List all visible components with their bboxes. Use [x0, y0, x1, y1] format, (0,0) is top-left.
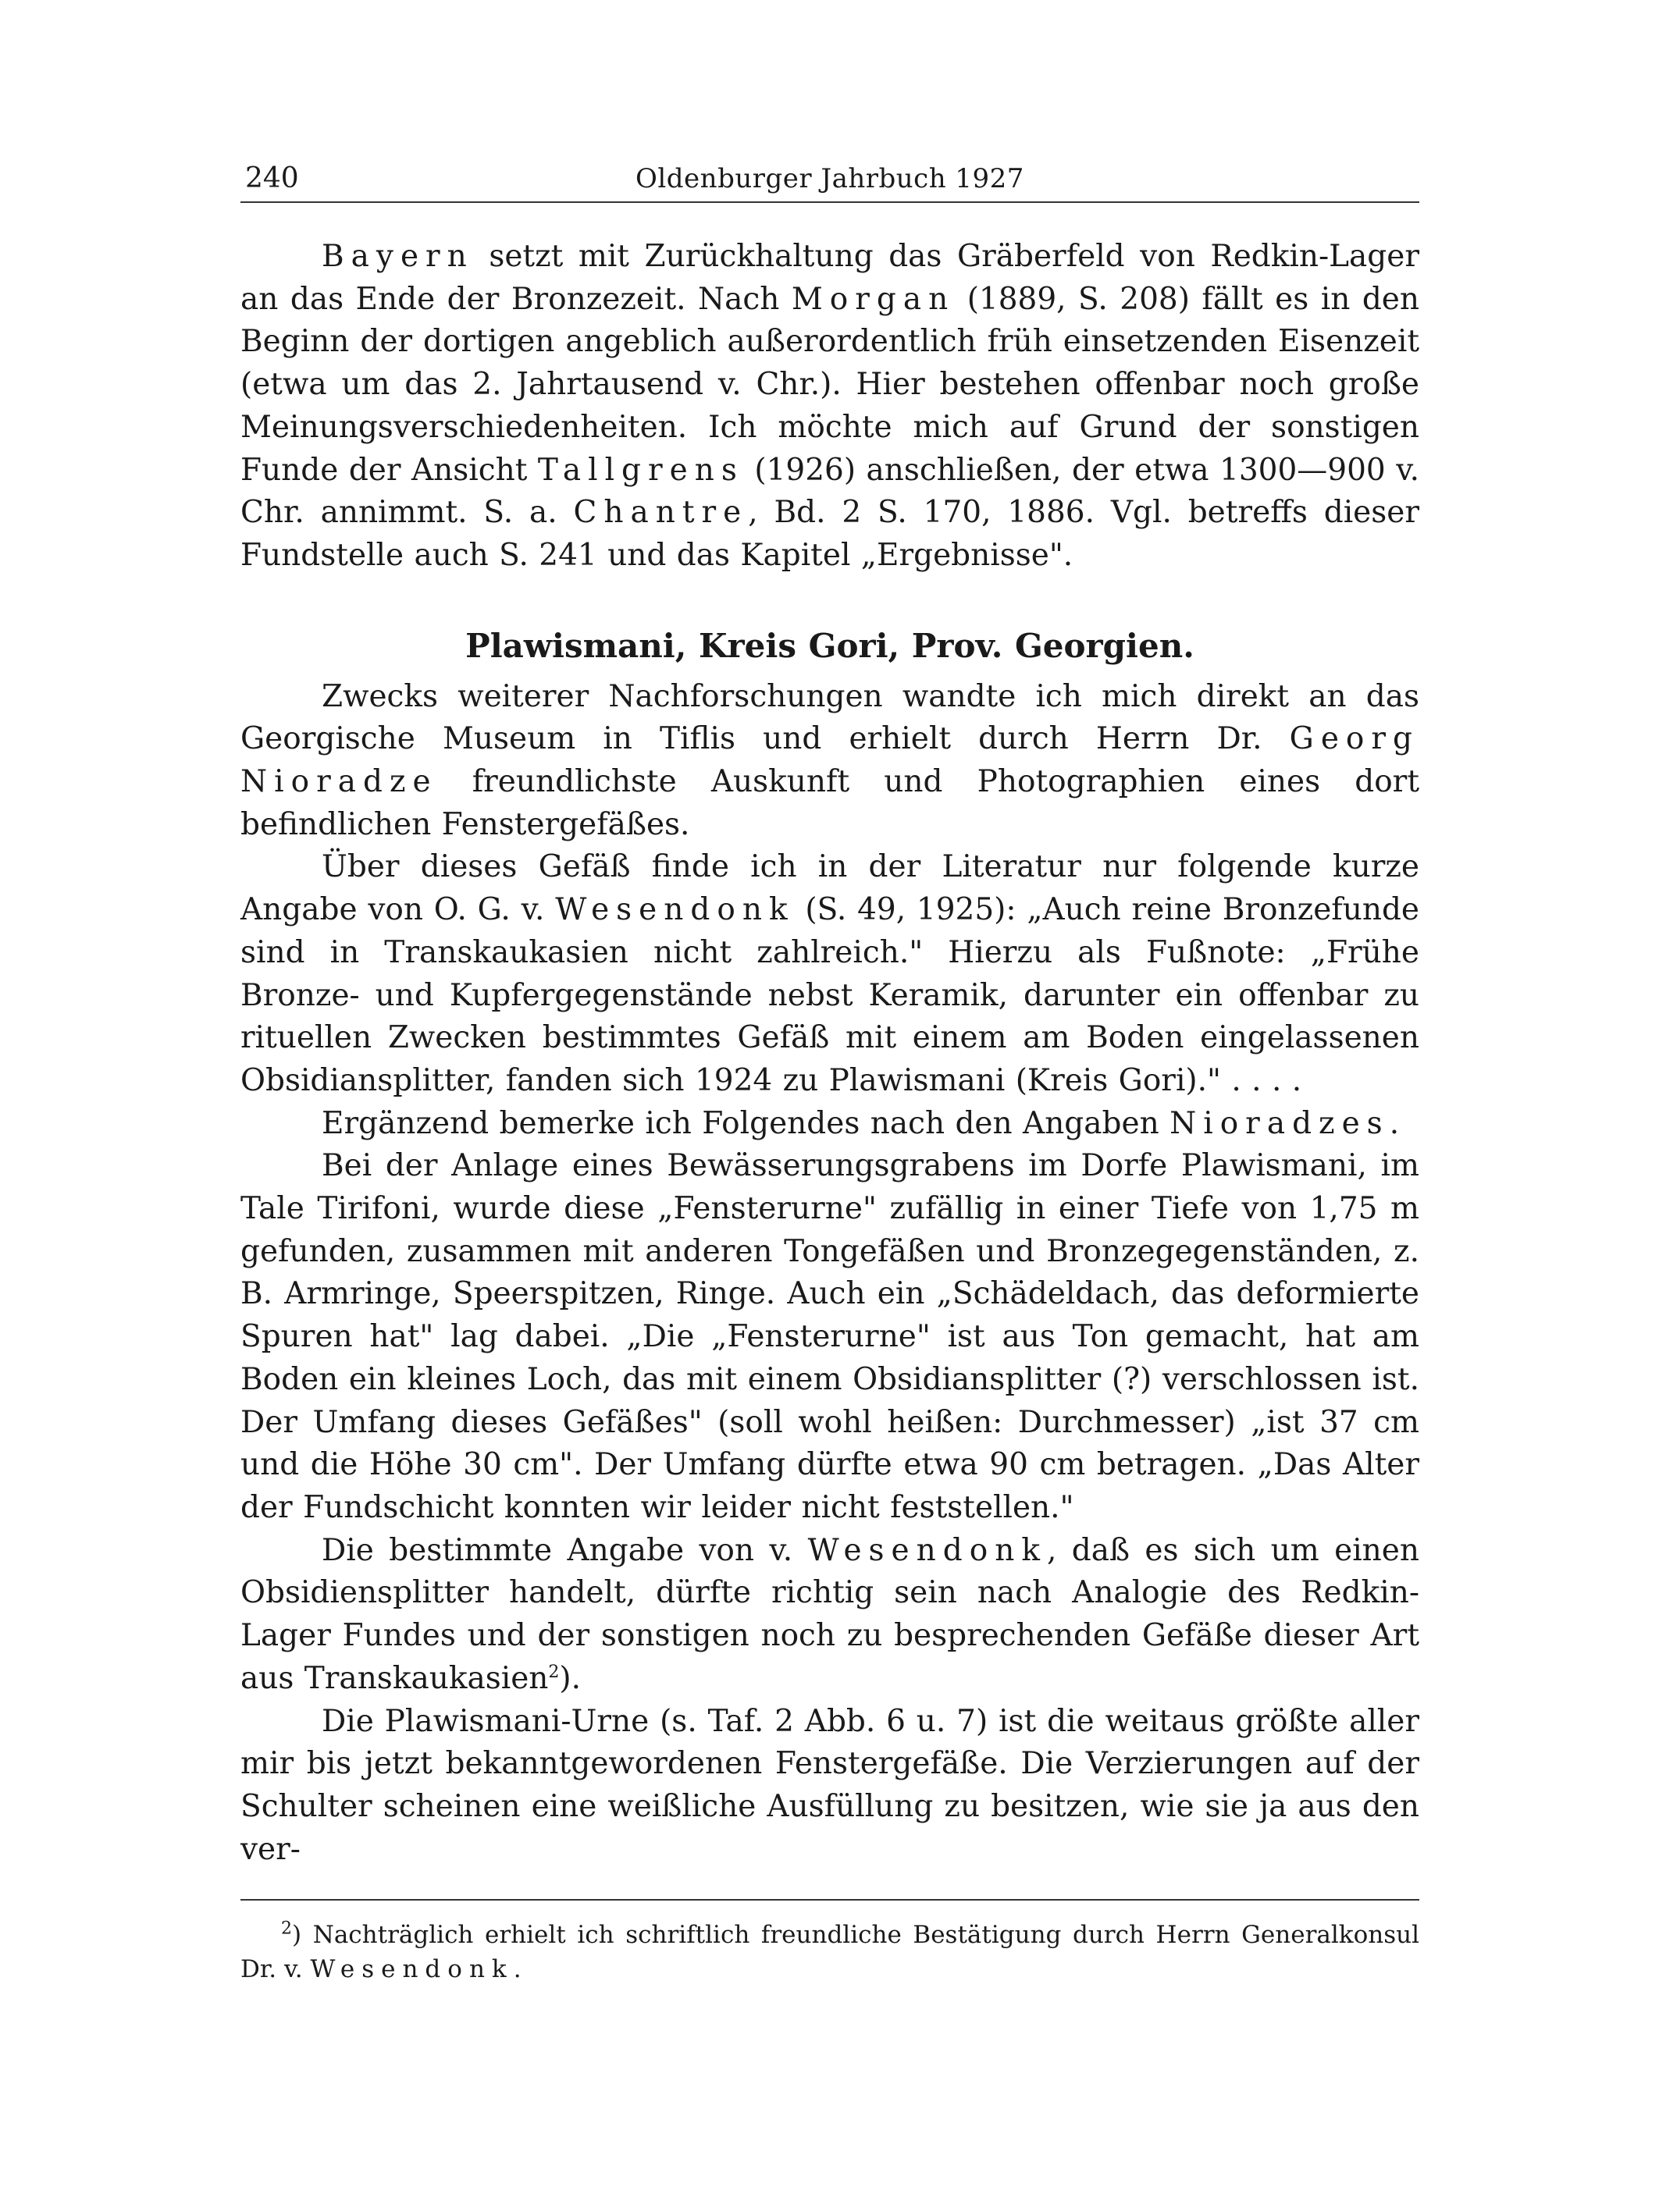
text-run: , daß es sich um einen Obsidiensplitter handelt, dürfte richtig sein nach Analogie des Redkin-Lager Fundes und der sonstigen noch zu besprechenden Gefäße dieser Art aus Transkaukasien	[240, 1532, 1419, 1696]
paragraph-obsidian	[240, 1530, 1419, 1701]
paragraph-nachforschungen	[240, 676, 1419, 847]
footnote	[240, 1918, 1419, 1986]
text-run: Die bestimmte Angabe von v.	[322, 1532, 808, 1568]
text-run: (1889, S. 208) fällt es in den Beginn der dortigen angeblich außerordentlich früh einsetzenden Eisenzeit (etwa um das 2. Jahrtausend v. Chr.). Hier bestehen offenbar noch große Meinungsverschiedenheiten. Ich möchte mich auf Grund der sonstigen Funde der Ansicht	[240, 281, 1419, 488]
text-run: .	[513, 1955, 522, 1984]
author-name: Georg Nioradze	[240, 721, 1419, 800]
text-run: , Bd. 2 S. 170, 1886. Vgl. betreffs dieser Fundstelle auch S. 241 und das Kapitel „Ergebnisse".	[240, 495, 1419, 573]
author-name: Morgan	[791, 281, 956, 317]
text-run: freundlichste Auskunft und Photographien eines dort befindlichen Fenstergefäßes.	[240, 764, 1419, 842]
paragraph-literatur	[240, 846, 1419, 1102]
footnote-text	[240, 1918, 1419, 1986]
running-head	[240, 156, 1419, 203]
book-page	[240, 156, 1419, 2061]
author-name: Wesendonk	[310, 1955, 514, 1984]
footnote-divider	[240, 1899, 1419, 1901]
section-heading: Plawismani, Kreis Gori, Prov. Georgien.	[465, 626, 1194, 665]
text-run: setzt mit Zurückhaltung das Gräberfeld von Redkin-Lager an das Ende der Bronzezeit. Nach	[240, 239, 1419, 317]
author-name: Wesendonk	[807, 1532, 1047, 1568]
journal-title: Oldenburger Jahrbuch 1927	[635, 163, 1024, 194]
author-name: Wesendonk	[555, 892, 795, 928]
page-number: 240	[245, 162, 299, 194]
author-name: Chantre	[573, 495, 749, 531]
paragraph-fundbericht	[240, 1145, 1419, 1529]
paragraph-bayern	[240, 236, 1419, 578]
text-run: Ergänzend bemerke ich Folgendes nach den Angaben	[322, 1105, 1170, 1141]
text-run: ) Nachträglich erhielt ich schriftlich freundliche Bestätigung durch Herrn Generalkonsul Dr. v.	[240, 1921, 1419, 1984]
text-run: Zwecks weiterer Nachforschungen wandte ich mich direkt an das Georgische Museum in Tiflis und erhielt durch Herrn Dr.	[240, 678, 1419, 757]
author-name: Nioradzes	[1169, 1105, 1390, 1141]
text-run: Die Plawismani-Urne (s. Taf. 2 Abb. 6 u. 7) ist die weitaus größte aller mir bis jetzt bekanntgewordenen Fenstergefäße. Die Verzierungen auf der Schulter scheinen eine weißliche Ausfüllung zu besitzen, wie sie ja aus den ver-	[240, 1703, 1419, 1867]
paragraph-urne	[240, 1701, 1419, 1872]
text-run: (1926) anschließen, der etwa 1300—900 v. Chr. annimmt. S. a.	[240, 452, 1419, 531]
text-run: ).	[559, 1660, 582, 1696]
text-run: .	[1389, 1105, 1400, 1141]
text-run: Über dieses Gefäß finde ich in der Literatur nur folgende kurze Angabe von O. G. v.	[240, 849, 1419, 928]
author-name: Bayern	[322, 239, 474, 274]
text-run: (S. 49, 1925): „Auch reine Bronzefunde sind in Transkaukasien nicht zahlreich." Hierzu als Fußnote: „Frühe Bronze- und Kupfergegenstände nebst Keramik, darunter ein offenbar zu rituellen Zwecken bestimmtes Gefäß mit einem am Boden eingelassenen Obsidiansplitter, fanden sich 1924 zu Plawismani (Kreis Gori)." . . . .	[240, 892, 1419, 1098]
footnote-reference[interactable]: 2	[548, 1662, 560, 1682]
text-run: Bei der Anlage eines Bewässerungsgrabens im Dorfe Plawismani, im Tale Tirifoni, wurde diese „Fensterurne" zufällig in einer Tiefe von 1,75 m gefunden, zusammen mit anderen Tongefäßen und Bronzegegenständen, z. B. Armringe, Speerspitzen, Ringe. Auch ein „Schädeldach, das deformierte Spuren hat" lag dabei. „Die „Fensterurne" ist aus Ton gemacht, hat am Boden ein kleines Loch, das mit einem Obsidiansplitter (?) verschlossen ist. Der Umfang dieses Gefäßes" (soll wohl heißen: Durchmesser) „ist 37 cm und die Höhe 30 cm". Der Umfang dürfte etwa 90 cm betragen. „Das Alter der Fundschicht konnten wir leider nicht feststellen."	[240, 1148, 1419, 1525]
footnote-marker: 2	[281, 1919, 292, 1939]
author-name: Tallgrens	[537, 452, 744, 488]
body-text	[240, 236, 1419, 1871]
paragraph-ergaenzend	[240, 1103, 1419, 1146]
